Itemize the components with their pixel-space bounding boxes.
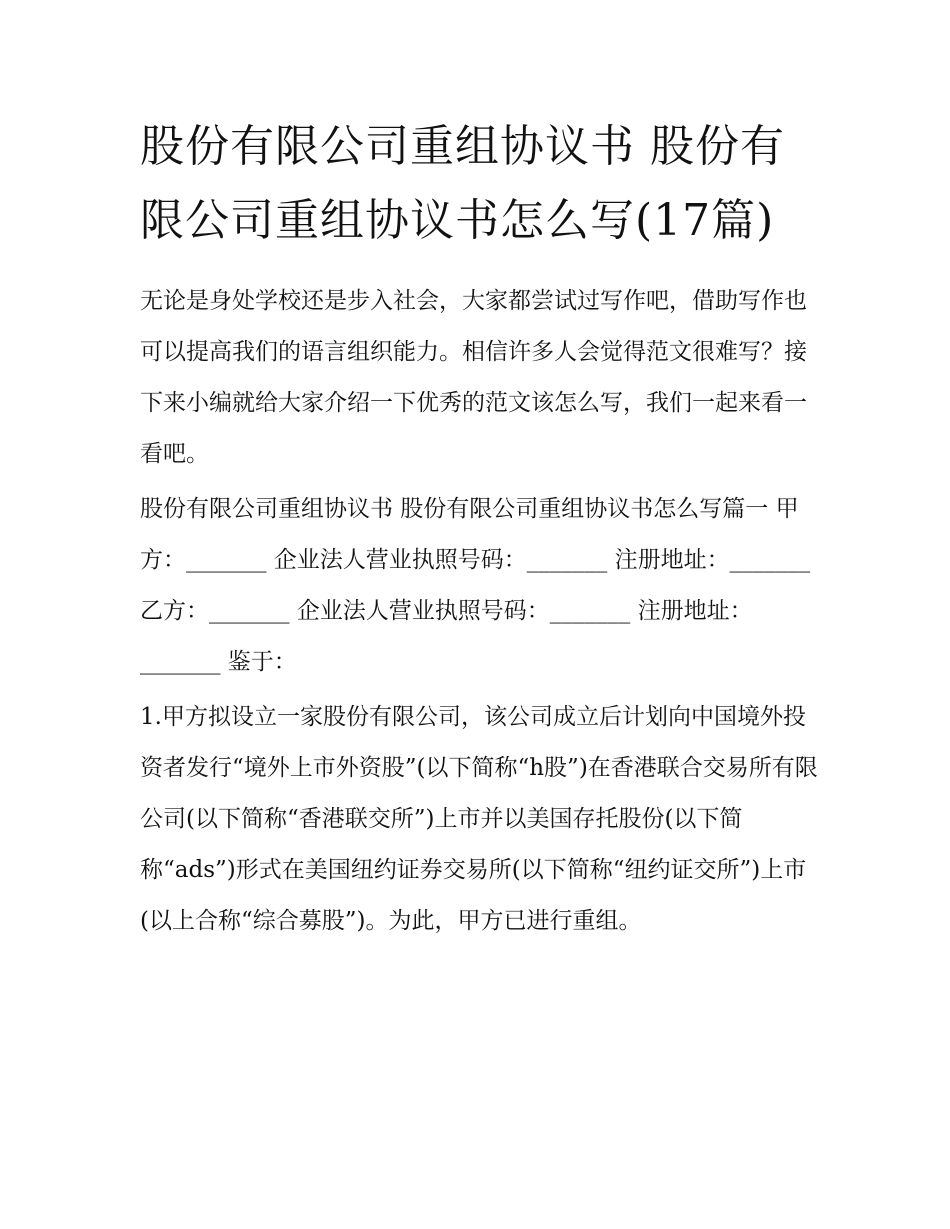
party-a-paragraph: 股份有限公司重组协议书 股份有限公司重组协议书怎么写篇一 甲方：_______ 企业法人营业执照号码：_______ 注册地址：_______ xyxy=(140,496,811,573)
document-page xyxy=(140,110,820,947)
document-title: 股份有限公司重组协议书 股份有限公司重组协议书怎么写(17篇) xyxy=(140,121,785,246)
clause-1-paragraph: 1.甲方拟设立一家股份有限公司，该公司成立后计划向中国境外投资者发行“境外上市外资股”(以下简称“h股”)在香港联合交易所有限公司(以下简称“香港联交所”)上市并以美国存托股份(以下简称“ads”)形式在美国纽约证券交易所(以下简称“纽约证交所”)上市(以上合称“综合募股”)。为此，甲方已进行重组。 xyxy=(140,704,818,934)
party-b-paragraph: 乙方：_______ 企业法人营业执照号码：_______ 注册地址：_______ 鉴于： xyxy=(140,598,753,675)
intro-paragraph: 无论是身处学校还是步入社会，大家都尝试过写作吧，借助写作也可以提高我们的语言组织能力。相信许多人会觉得范文很难写？接下来小编就给大家介绍一下优秀的范文该怎么写，我们一起来看一看吧。 xyxy=(140,288,807,467)
